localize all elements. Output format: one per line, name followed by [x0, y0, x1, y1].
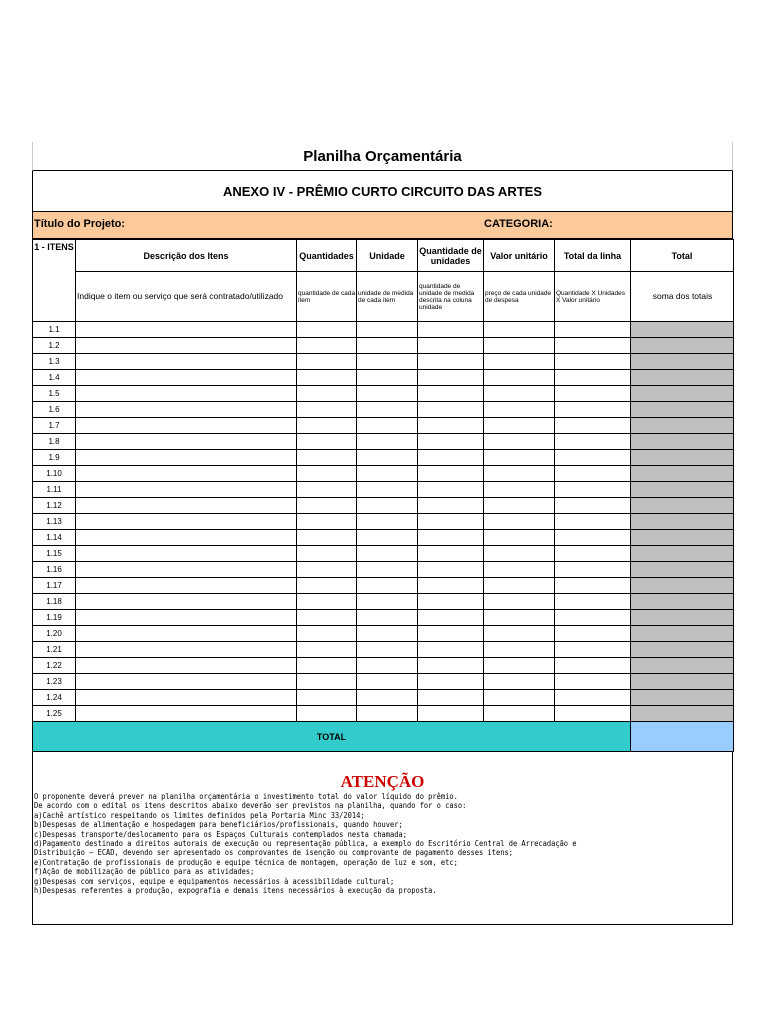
qty-units-cell[interactable] [418, 514, 484, 530]
line-total-cell[interactable] [555, 578, 631, 594]
unit-cell[interactable] [357, 434, 418, 450]
qty-units-cell[interactable] [418, 706, 484, 722]
item-number: 1.11 [33, 482, 76, 498]
description-cell[interactable] [76, 690, 297, 706]
unit-value-cell[interactable] [484, 434, 555, 450]
unit-value-cell[interactable] [484, 530, 555, 546]
line-total-cell[interactable] [555, 514, 631, 530]
unit-value-cell[interactable] [484, 690, 555, 706]
description-cell[interactable] [76, 370, 297, 386]
qty-units-cell[interactable] [418, 642, 484, 658]
qty-units-cell[interactable] [418, 690, 484, 706]
description-cell[interactable] [76, 706, 297, 722]
quantities-cell[interactable] [297, 498, 357, 514]
item-number: 1.8 [33, 434, 76, 450]
quantities-cell[interactable] [297, 386, 357, 402]
note-line: c)Despesas transporte/deslocamento para os Espaços Culturais contemplados nesta chamada; [34, 829, 407, 839]
qty-units-cell[interactable] [418, 322, 484, 338]
line-total-cell[interactable] [555, 530, 631, 546]
total-cell[interactable] [631, 674, 734, 690]
table-row [33, 578, 734, 594]
item-number: 1.15 [33, 546, 76, 562]
unit-value-cell[interactable] [484, 450, 555, 466]
total-cell[interactable] [631, 434, 734, 450]
qty-units-cell[interactable] [418, 626, 484, 642]
description-cell[interactable] [76, 658, 297, 674]
qty-units-cell[interactable] [418, 482, 484, 498]
unit-value-cell[interactable] [484, 674, 555, 690]
notes-box [32, 752, 733, 925]
item-number: 1.10 [33, 466, 76, 482]
total-cell[interactable] [631, 514, 734, 530]
line-total-cell[interactable] [555, 354, 631, 370]
quantities-cell[interactable] [297, 578, 357, 594]
description-cell[interactable] [76, 386, 297, 402]
item-number: 1.2 [33, 338, 76, 354]
total-cell[interactable] [631, 386, 734, 402]
table-row [33, 434, 734, 450]
unit-cell[interactable] [357, 706, 418, 722]
quantities-cell[interactable] [297, 610, 357, 626]
header-line-total: Total da linha [555, 240, 631, 272]
note-line: b)Despesas de alimentação e hospedagem para beneficiários/profissionais, quando houver; [34, 820, 403, 830]
table-row [33, 418, 734, 434]
table-row [33, 706, 734, 722]
quantities-cell[interactable] [297, 594, 357, 610]
item-number: 1.20 [33, 626, 76, 642]
description-cell[interactable] [76, 434, 297, 450]
qty-units-cell[interactable] [418, 498, 484, 514]
total-cell[interactable] [631, 354, 734, 370]
line-total-cell[interactable] [555, 466, 631, 482]
table-row [33, 514, 734, 530]
description-cell[interactable] [76, 514, 297, 530]
note-line: d)Pagamento destinado a direitos autorais de execução ou representação pública, a exemplo do Escritório Central de Arrecadação e [34, 839, 577, 849]
qty-units-cell[interactable] [418, 578, 484, 594]
line-total-cell[interactable] [555, 706, 631, 722]
qty-units-cell[interactable] [418, 610, 484, 626]
quantities-cell[interactable] [297, 530, 357, 546]
header-total: Total [631, 240, 734, 272]
table-row [33, 610, 734, 626]
note-line: Distribuição – ECAD, devendo ser apresentado os comprovantes de isenção ou comprovante de pagamento desses itens; [34, 848, 513, 858]
qty-units-cell[interactable] [418, 370, 484, 386]
unit-cell[interactable] [357, 386, 418, 402]
qty-units-cell[interactable] [418, 434, 484, 450]
qty-units-cell[interactable] [418, 674, 484, 690]
total-cell[interactable] [631, 322, 734, 338]
table-row [33, 402, 734, 418]
line-total-cell[interactable] [555, 626, 631, 642]
description-cell[interactable] [76, 530, 297, 546]
item-number: 1.13 [33, 514, 76, 530]
unit-cell[interactable] [357, 690, 418, 706]
line-total-cell[interactable] [555, 434, 631, 450]
table-row [33, 498, 734, 514]
header-quantities: Quantidades [297, 240, 357, 272]
quantities-cell[interactable] [297, 354, 357, 370]
line-total-cell[interactable] [555, 594, 631, 610]
qty-units-cell[interactable] [418, 386, 484, 402]
item-number: 1.7 [33, 418, 76, 434]
unit-value-cell[interactable] [484, 610, 555, 626]
note-line: O proponente deverá prever na planilha orçamentária o investimento total do valor líquido do prêmio. [34, 792, 458, 801]
item-number: 1.17 [33, 578, 76, 594]
unit-value-cell[interactable] [484, 498, 555, 514]
item-number: 1.18 [33, 594, 76, 610]
unit-cell[interactable] [357, 658, 418, 674]
description-cell[interactable] [76, 562, 297, 578]
table-row [33, 674, 734, 690]
qty-units-cell[interactable] [418, 354, 484, 370]
line-total-cell[interactable] [555, 402, 631, 418]
quantities-cell[interactable] [297, 514, 357, 530]
total-cell[interactable] [631, 402, 734, 418]
item-number: 1.1 [33, 322, 76, 338]
table-row [33, 370, 734, 386]
total-cell[interactable] [631, 546, 734, 562]
line-total-cell[interactable] [555, 562, 631, 578]
description-cell[interactable] [76, 482, 297, 498]
table-row [33, 386, 734, 402]
quantities-cell[interactable] [297, 626, 357, 642]
qty-units-cell[interactable] [418, 418, 484, 434]
item-number: 1.22 [33, 658, 76, 674]
unit-cell[interactable] [357, 514, 418, 530]
hint-description: Indique o item ou serviço que será contratado/utilizado [76, 272, 297, 322]
description-cell[interactable] [76, 322, 297, 338]
total-cell[interactable] [631, 482, 734, 498]
hint-line-total: Quantidade X Unidades X Valor unitário [555, 272, 631, 322]
line-total-cell[interactable] [555, 546, 631, 562]
item-number: 1.5 [33, 386, 76, 402]
unit-cell[interactable] [357, 370, 418, 386]
qty-units-cell[interactable] [418, 562, 484, 578]
description-cell[interactable] [76, 338, 297, 354]
note-line: h)Despesas referentes a produção, expografia e demais itens necessários à execução da proposta. [34, 886, 437, 896]
total-cell[interactable] [631, 338, 734, 354]
unit-value-cell[interactable] [484, 466, 555, 482]
item-number: 1.12 [33, 498, 76, 514]
table-row [33, 322, 734, 338]
hint-quantities: quantidade de cada item [297, 272, 357, 322]
unit-cell[interactable] [357, 546, 418, 562]
quantities-cell[interactable] [297, 482, 357, 498]
line-total-cell[interactable] [555, 370, 631, 386]
table-row [33, 482, 734, 498]
line-total-cell[interactable] [555, 450, 631, 466]
quantities-cell[interactable] [297, 322, 357, 338]
qty-units-cell[interactable] [418, 450, 484, 466]
description-cell[interactable] [76, 498, 297, 514]
line-total-cell[interactable] [555, 386, 631, 402]
line-total-cell[interactable] [555, 322, 631, 338]
grand-total-cell[interactable] [631, 722, 734, 752]
total-cell[interactable] [631, 498, 734, 514]
hint-unit-value: preço de cada unidade de despesa [484, 272, 555, 322]
unit-value-cell[interactable] [484, 370, 555, 386]
quantities-cell[interactable] [297, 418, 357, 434]
line-total-cell[interactable] [555, 418, 631, 434]
description-cell[interactable] [76, 546, 297, 562]
total-cell[interactable] [631, 562, 734, 578]
table-row [33, 658, 734, 674]
unit-value-cell[interactable] [484, 594, 555, 610]
table-row [33, 562, 734, 578]
unit-cell[interactable] [357, 594, 418, 610]
item-number: 1.14 [33, 530, 76, 546]
item-number: 1.23 [33, 674, 76, 690]
total-cell[interactable] [631, 466, 734, 482]
item-number: 1.25 [33, 706, 76, 722]
unit-value-cell[interactable] [484, 658, 555, 674]
qty-units-cell[interactable] [418, 530, 484, 546]
header-unit: Unidade [357, 240, 418, 272]
quantities-cell[interactable] [297, 706, 357, 722]
note-line: f)Ação de mobilização de público para as atividades; [34, 867, 255, 877]
table-row [33, 626, 734, 642]
table-row [33, 354, 734, 370]
description-cell[interactable] [76, 610, 297, 626]
item-number: 1.24 [33, 690, 76, 706]
unit-cell[interactable] [357, 578, 418, 594]
line-total-cell[interactable] [555, 338, 631, 354]
line-total-cell[interactable] [555, 658, 631, 674]
unit-cell[interactable] [357, 354, 418, 370]
table-row [33, 338, 734, 354]
annex-title: ANEXO IV - PRÊMIO CURTO CIRCUITO DAS ARTES [32, 171, 733, 212]
quantities-cell[interactable] [297, 658, 357, 674]
unit-value-cell[interactable] [484, 338, 555, 354]
total-cell[interactable] [631, 658, 734, 674]
line-total-cell[interactable] [555, 674, 631, 690]
note-line: g)Despesas com serviços, equipe e equipamentos necessários à acessibilidade cultural; [34, 876, 395, 886]
line-total-cell[interactable] [555, 642, 631, 658]
item-number: 1.6 [33, 402, 76, 418]
quantities-cell[interactable] [297, 642, 357, 658]
note-line: e)Contratação de profissionais de produção e equipe técnica de montagem, operação de luz e som, etc; [34, 857, 458, 867]
unit-cell[interactable] [357, 322, 418, 338]
item-number: 1.9 [33, 450, 76, 466]
unit-value-cell[interactable] [484, 418, 555, 434]
sheet-title: Planilha Orçamentária [32, 142, 733, 171]
unit-cell[interactable] [357, 466, 418, 482]
table-row [33, 594, 734, 610]
note-line: a)Cachê artístico respeitando os limites definidos pela Portaria Minc 33/2014; [34, 810, 365, 820]
quantities-cell[interactable] [297, 546, 357, 562]
section-label: 1 - ITENS [33, 240, 76, 322]
total-cell[interactable] [631, 642, 734, 658]
quantities-cell[interactable] [297, 338, 357, 354]
quantities-cell[interactable] [297, 370, 357, 386]
total-cell[interactable] [631, 610, 734, 626]
total-cell[interactable] [631, 690, 734, 706]
unit-value-cell[interactable] [484, 482, 555, 498]
total-label: TOTAL [33, 722, 631, 752]
quantities-cell[interactable] [297, 466, 357, 482]
table-row [33, 690, 734, 706]
hint-qty-units: quantidade de unidade de medida descrita na coluna unidade [418, 272, 484, 322]
item-number: 1.21 [33, 642, 76, 658]
quantities-cell[interactable] [297, 690, 357, 706]
item-number: 1.16 [33, 562, 76, 578]
table-row [33, 642, 734, 658]
total-cell[interactable] [631, 418, 734, 434]
unit-value-cell[interactable] [484, 386, 555, 402]
unit-cell[interactable] [357, 338, 418, 354]
line-total-cell[interactable] [555, 498, 631, 514]
unit-cell[interactable] [357, 642, 418, 658]
item-number: 1.19 [33, 610, 76, 626]
unit-cell[interactable] [357, 530, 418, 546]
table-row [33, 450, 734, 466]
unit-cell[interactable] [357, 674, 418, 690]
total-cell[interactable] [631, 626, 734, 642]
notes-lines [34, 792, 577, 895]
unit-cell[interactable] [357, 562, 418, 578]
description-cell[interactable] [76, 674, 297, 690]
qty-units-cell[interactable] [418, 658, 484, 674]
quantities-cell[interactable] [297, 402, 357, 418]
unit-cell[interactable] [357, 418, 418, 434]
unit-value-cell[interactable] [484, 562, 555, 578]
unit-value-cell[interactable] [484, 706, 555, 722]
line-total-cell[interactable] [555, 690, 631, 706]
unit-value-cell[interactable] [484, 322, 555, 338]
total-cell[interactable] [631, 530, 734, 546]
description-cell[interactable] [76, 578, 297, 594]
qty-units-cell[interactable] [418, 546, 484, 562]
unit-value-cell[interactable] [484, 642, 555, 658]
quantities-cell[interactable] [297, 674, 357, 690]
unit-cell[interactable] [357, 402, 418, 418]
project-title-label: Título do Projeto: [34, 218, 126, 230]
quantities-cell[interactable] [297, 450, 357, 466]
category-label: CATEGORIA: [484, 218, 553, 230]
table-row [33, 530, 734, 546]
hint-unit: unidade de medida de cada item [357, 272, 418, 322]
qty-units-cell[interactable] [418, 338, 484, 354]
qty-units-cell[interactable] [418, 466, 484, 482]
header-qty-units: Quantidade de unidades [418, 240, 484, 272]
description-cell[interactable] [76, 418, 297, 434]
description-cell[interactable] [76, 626, 297, 642]
table-row [33, 546, 734, 562]
unit-value-cell[interactable] [484, 402, 555, 418]
notes-heading: ATENÇÃO [340, 772, 425, 791]
line-total-cell[interactable] [555, 482, 631, 498]
project-row [32, 212, 733, 239]
line-total-cell[interactable] [555, 610, 631, 626]
total-cell[interactable] [631, 370, 734, 386]
item-number: 1.3 [33, 354, 76, 370]
total-cell[interactable] [631, 450, 734, 466]
header-unit-value: Valor unitário [484, 240, 555, 272]
unit-value-cell[interactable] [484, 578, 555, 594]
total-cell[interactable] [631, 706, 734, 722]
description-cell[interactable] [76, 594, 297, 610]
unit-value-cell[interactable] [484, 514, 555, 530]
note-line: De acordo com o edital os itens descritos abaixo deverão ser previstos na planilha, quando for o caso: [34, 801, 467, 811]
total-cell[interactable] [631, 578, 734, 594]
quantities-cell[interactable] [297, 562, 357, 578]
table-row [33, 466, 734, 482]
description-cell[interactable] [76, 642, 297, 658]
unit-value-cell[interactable] [484, 546, 555, 562]
qty-units-cell[interactable] [418, 594, 484, 610]
description-cell[interactable] [76, 450, 297, 466]
budget-sheet [32, 142, 733, 925]
hint-total: soma dos totais [631, 272, 734, 322]
unit-value-cell[interactable] [484, 354, 555, 370]
unit-cell[interactable] [357, 498, 418, 514]
unit-cell[interactable] [357, 450, 418, 466]
description-cell[interactable] [76, 466, 297, 482]
unit-value-cell[interactable] [484, 626, 555, 642]
unit-cell[interactable] [357, 610, 418, 626]
quantities-cell[interactable] [297, 434, 357, 450]
item-number: 1.4 [33, 370, 76, 386]
unit-cell[interactable] [357, 626, 418, 642]
unit-cell[interactable] [357, 482, 418, 498]
budget-table [32, 239, 734, 752]
total-cell[interactable] [631, 594, 734, 610]
header-description: Descrição dos Itens [76, 240, 297, 272]
description-cell[interactable] [76, 402, 297, 418]
description-cell[interactable] [76, 354, 297, 370]
qty-units-cell[interactable] [418, 402, 484, 418]
